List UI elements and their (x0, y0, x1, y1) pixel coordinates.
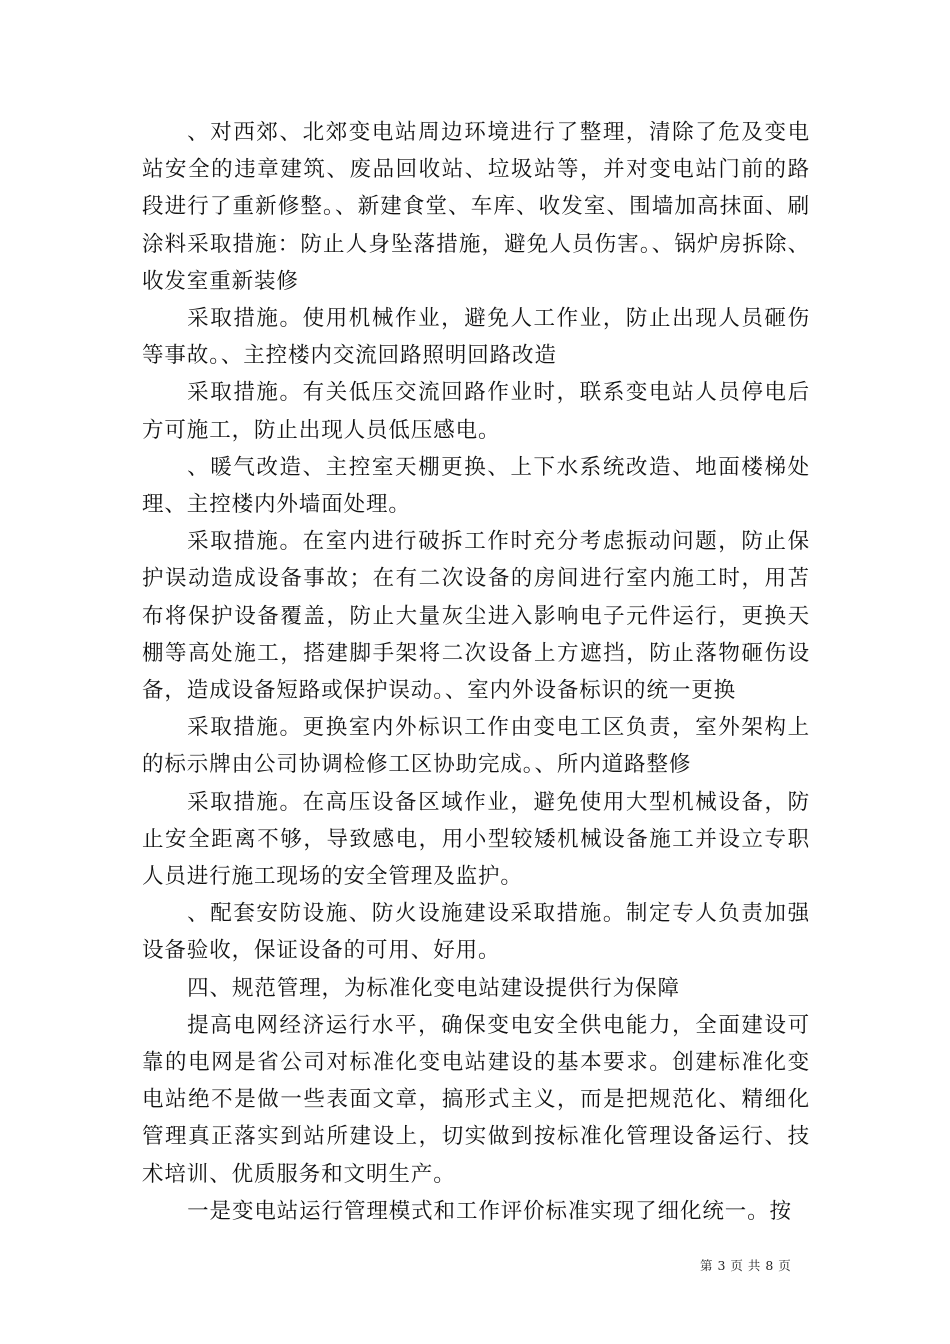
paragraph: 、配套安防设施、防火设施建设采取措施。制定专人负责加强设备验收，保证设备的可用、好用。 (142, 901, 810, 964)
page-number-footer: 第 3 页 共 8 页 (700, 1258, 792, 1273)
paragraph: 采取措施。使用机械作业，避免人工作业，防止出现人员砸伤等事故。、主控楼内交流回路照明回路改造 (142, 306, 810, 369)
paragraph: 、对西郊、北郊变电站周边环境进行了整理，清除了危及变电站安全的违章建筑、废品回收站、垃圾站等，并对变电站门前的路段进行了重新修整。、新建食堂、车库、收发室、围墙加高抹面、刷涂料采取措施：防止人身坠落措施，避免人员伤害。、锅炉房拆除、收发室重新装修 (142, 120, 810, 294)
paragraph: 采取措施。有关低压交流回路作业时，联系变电站人员停电后方可施工，防止出现人员低压感电。 (142, 380, 810, 443)
section-heading: 四、规范管理，为标准化变电站建设提供行为保障 (187, 975, 680, 1001)
paragraph: 提高电网经济运行水平，确保变电安全供电能力，全面建设可靠的电网是省公司对标准化变电站建设的基本要求。创建标准化变电站绝不是做一些表面文章，搞形式主义，而是把规范化、精细化管理真正落实到站所建设上，切实做到按标准化管理设备运行、技术培训、优质服务和文明生产。 (142, 1012, 810, 1187)
document-body (142, 114, 810, 1230)
paragraph: 采取措施。在室内进行破拆工作时充分考虑振动问题，防止保护误动造成设备事故；在有二次设备的房间进行室内施工时，用苫布将保护设备覆盖，防止大量灰尘进入影响电子元件运行，更换天棚等高处施工，搭建脚手架将二次设备上方遮挡，防止落物砸伤设备，造成设备短路或保护误动。、室内外设备标识的统一更换 (142, 529, 810, 704)
paragraph: 采取措施。更换室内外标识工作由变电工区负责，室外架构上的标示牌由公司协调检修工区协助完成。、所内道路整修 (142, 715, 810, 778)
paragraph: 采取措施。在高压设备区域作业，避免使用大型机械设备，防止安全距离不够，导致感电，用小型较矮机械设备施工并设立专职人员进行施工现场的安全管理及监护。 (142, 789, 810, 890)
paragraph: 、暖气改造、主控室天棚更换、上下水系统改造、地面楼梯处理、主控楼内外墙面处理。 (142, 454, 810, 518)
paragraph: 一是变电站运行管理模式和工作评价标准实现了细化统一。按 (187, 1198, 792, 1224)
